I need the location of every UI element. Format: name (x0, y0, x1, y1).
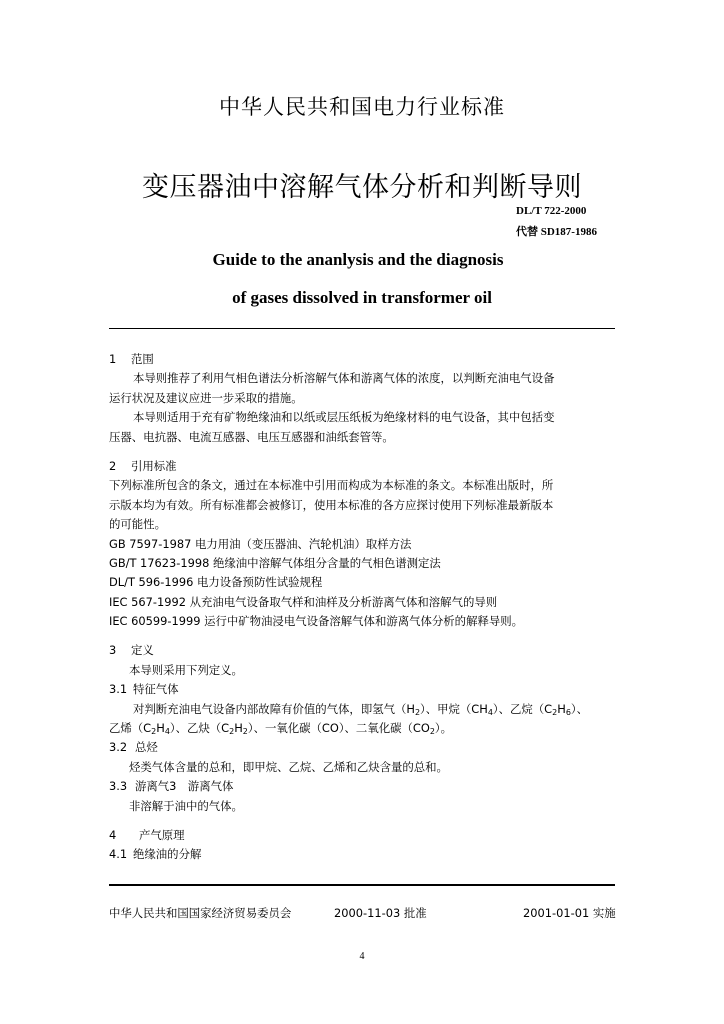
section-number: 2 (109, 458, 117, 473)
paragraph-line: 运行状况及建议应进一步采取的措施。 (109, 390, 303, 405)
reference-item: GB/T 17623-1998 绝缘油中溶解气体组分含量的气相色谱测定法 (109, 555, 441, 570)
subsection-4-1-heading (109, 845, 619, 864)
paragraph-line: 本导则适用于充有矿物绝缘油和以纸或层压纸板为绝缘材料的电气设备，其中包括变 (133, 410, 555, 425)
definition-line: 乙烯$(C_2H_4)$、乙炔$(C_2H_2)$、一氧化碳（CO）、二氧化碳$(CO_2)$。 (109, 721, 452, 737)
document-body (109, 350, 619, 865)
footer-divider (109, 884, 615, 886)
effective-date: 2001-01-01 实施 (523, 906, 616, 920)
subsection-number: 3.2 (109, 740, 128, 755)
standard-code: DL/T 722-2000 (516, 205, 587, 217)
section-number: 1 (109, 352, 117, 366)
paragraph-line: 示版本均为有效。所有标准都会被修订，使用本标准的各方应探讨使用下列标准最新版本 (109, 497, 554, 512)
section-title: 产气原理 (139, 827, 185, 842)
paragraph-line: 压器、电抗器、电流互感器、电压互感器和油纸套管等。 (109, 429, 394, 444)
subsection-3-1-heading (109, 680, 619, 699)
section-title: 定义 (131, 643, 154, 658)
page-number: 4 (359, 951, 365, 962)
english-title-line-1: Guide to the ananlysis and the diagnosis (212, 250, 504, 269)
paragraph-line: 本导则采用下列定义。 (129, 662, 243, 677)
subsection-number: 3.1 (109, 682, 128, 697)
subsection-title: 绝缘油的分解 (133, 847, 202, 862)
issuer: 中华人民共和国国家经济贸易委员会 (109, 906, 292, 920)
subsection-title: 游离气3 游离气体 (135, 779, 234, 794)
header-divider (109, 328, 615, 329)
subsection-title: 特征气体 (133, 682, 179, 697)
subsection-3-3-heading (109, 777, 619, 796)
approval-date: 2000-11-03 批准 (334, 906, 427, 920)
paragraph-line: 的可能性。 (109, 517, 166, 532)
english-title-line-2: of gases dissolved in transformer oil (232, 288, 492, 307)
subsection-3-2-heading (109, 738, 619, 757)
reference-item: GB 7597-1987 电力用油（变压器油、汽轮机油）取样方法 (109, 536, 412, 551)
paragraph-line: 下列标准所包含的条文，通过在本标准中引用而构成为本标准的条文。本标准出版时，所 (109, 478, 554, 493)
subsection-number: 3.3 (109, 779, 128, 794)
section-2-heading (109, 457, 619, 476)
reference-item: DL/T 596-1996 电力设备预防性试验规程 (109, 575, 323, 590)
definition-line: 对判断充油电气设备内部故障有价值的气体，即氢气$(H_2)$、甲烷$(CH_4)$、乙烷$(C_2H_6)$、 (133, 701, 588, 717)
section-title: 引用标准 (131, 458, 177, 473)
subsection-title: 总烃 (135, 740, 158, 755)
document-title: 变压器油中溶解气体分析和判断导则 (142, 172, 582, 203)
replaces-code: 代替 SD187-1986 (516, 226, 597, 238)
section-1-heading (109, 350, 619, 369)
reference-item: IEC 567-1992 从充油电气设备取气样和油样及分析游离气体和溶解气的导则 (109, 594, 498, 609)
subsection-number: 4.1 (109, 847, 128, 862)
definition-line: 非溶解于油中的气体。 (129, 798, 243, 813)
paragraph-line: 本导则推荐了利用气相色谱法分析溶解气体和游离气体的浓度，以判断充油电气设备 (133, 371, 555, 386)
section-number: 3 (109, 643, 117, 658)
section-3-heading (109, 641, 619, 660)
reference-item: IEC 60599-1999 运行中矿物油浸电气设备溶解气体和游离气体分析的解释导则。 (109, 614, 524, 629)
section-4-heading (109, 826, 619, 845)
section-title: 范围 (131, 352, 154, 366)
section-number: 4 (109, 827, 117, 842)
standard-title: 中华人民共和国电力行业标准 (219, 95, 505, 119)
definition-line: 烃类气体含量的总和，即甲烷、乙烷、乙烯和乙炔含量的总和。 (129, 759, 448, 774)
